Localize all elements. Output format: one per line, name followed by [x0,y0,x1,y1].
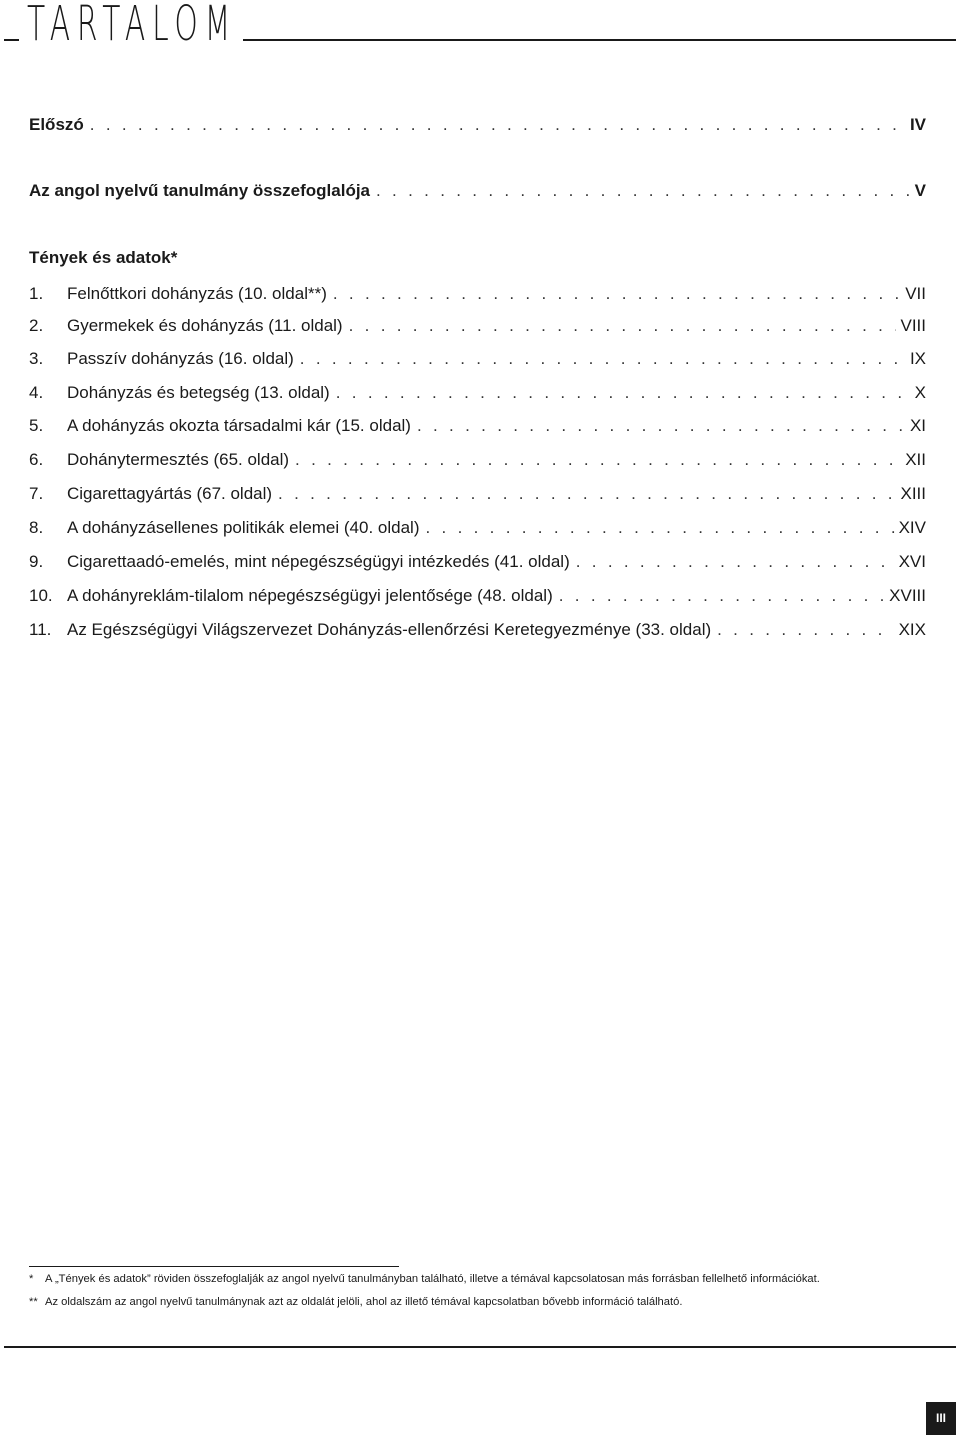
toc-entry-number: 1. [29,284,44,303]
page-number-badge: III [926,1402,956,1435]
dot-leader [333,282,901,306]
toc-entry-page: VII [905,284,926,303]
dot-leader [376,179,911,203]
toc-entry-label: Dohánytermesztés (65. oldal) [67,450,290,469]
title-rule-right [243,39,956,41]
toc-entry-number: 5. [29,416,44,435]
toc-entry-label: Az angol nyelvű tanulmány összefoglalója [29,181,371,200]
page-header [0,0,960,50]
toc-entry-page: IX [909,349,926,368]
toc-entry[interactable] [29,381,926,405]
dot-leader [278,482,896,506]
toc-entry-label: Passzív dohányzás (16. oldal) [67,349,294,368]
dot-leader [559,584,885,608]
toc-entry[interactable] [29,347,926,371]
toc-entry[interactable] [29,482,926,506]
footnote [29,1294,682,1310]
toc-entry-summary[interactable] [29,179,926,203]
dot-leader [295,448,901,472]
footnote-mark: ** [29,1296,38,1308]
toc-entry[interactable] [29,550,926,574]
toc-entry-page: X [914,383,926,402]
toc-entry-label: Dohányzás és betegség (13. oldal) [67,383,330,402]
toc-entry-number: 9. [29,552,44,571]
toc-entry[interactable] [29,516,926,540]
dot-leader [717,618,894,642]
toc-entry-number: 4. [29,383,44,402]
toc-entry-number: 10. [29,586,53,605]
toc-entry-label: Cigarettagyártás (67. oldal) [67,484,273,503]
toc-entry-label: Felnőttkori dohányzás (10. oldal**) [67,284,327,303]
toc-entry-page: XII [905,450,926,469]
toc-entry-foreword[interactable] [29,113,926,137]
toc-entry-page: XI [909,416,926,435]
footnote-rule [29,1266,399,1267]
toc-entry-label: Gyermekek és dohányzás (11. oldal) [67,316,343,335]
toc-entry-number: 2. [29,316,44,335]
footnote [29,1271,820,1287]
toc-entry[interactable] [29,618,926,642]
toc-entry-label: A dohányreklám-tilalom népegészségügyi jelentősége (48. oldal) [67,586,553,605]
toc-entry-label: Cigarettaadó-emelés, mint népegészségügyi intézkedés (41. oldal) [67,552,570,571]
toc-entry-label: Előszó [29,115,84,134]
toc-entry[interactable] [29,282,926,306]
dot-leader [417,414,906,438]
toc-entry-label: Az Egészségügyi Világszervezet Dohányzás-ellenőrzési Keretegyezménye (33. oldal) [67,620,712,639]
toc-entry-page: XVIII [889,586,926,605]
toc-entry-page: XVI [898,552,926,571]
toc-entry[interactable] [29,314,926,338]
toc-entry-page: IV [909,115,926,134]
toc-entry[interactable] [29,414,926,438]
toc-entry-page: XIV [898,518,926,537]
toc-entry-label: A dohányzásellenes politikák elemei (40. oldal) [67,518,420,537]
toc-entry[interactable] [29,584,926,608]
toc-entry[interactable] [29,448,926,472]
toc-entry-number: 6. [29,450,44,469]
section-heading: Tények és adatok* [29,248,178,267]
toc-entry-page: V [914,181,926,200]
dot-leader [336,381,911,405]
dot-leader [425,516,894,540]
bottom-rule [4,1346,956,1348]
toc-entry-page: XIX [898,620,926,639]
page-title: TARTALOM [27,0,238,52]
toc-entry-page: XIII [900,484,926,503]
toc-entry-page: VIII [900,316,926,335]
dot-leader [300,347,906,371]
title-rule-left [4,39,19,41]
footnote-text: Az oldalszám az angol nyelvű tanulmánynak azt az oldalát jelöli, ahol az illető témával kapcsolatban bővebb információ található. [45,1296,683,1308]
toc-entry-label: A dohányzás okozta társadalmi kár (15. oldal) [67,416,411,435]
dot-leader [576,550,895,574]
toc-entry-number: 7. [29,484,44,503]
toc-entry-number: 3. [29,349,44,368]
dot-leader [90,113,906,137]
footnote-mark: * [29,1273,34,1285]
footnote-text: A „Tények és adatok” röviden összefoglalják az angol nyelvű tanulmányban található, illetve a témával kapcsolatosan más forrásban fellelhető információkat. [45,1273,820,1285]
toc-entry-number: 11. [29,620,52,639]
dot-leader [349,314,897,338]
toc-entry-number: 8. [29,518,44,537]
